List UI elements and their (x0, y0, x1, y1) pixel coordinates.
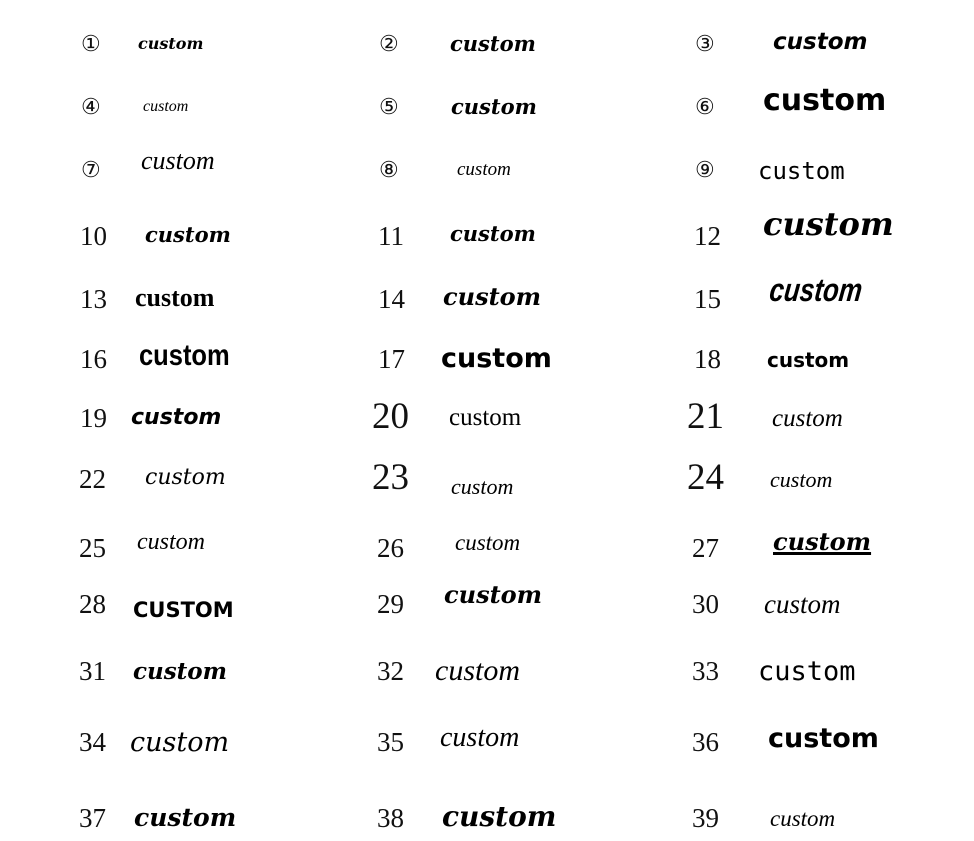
sample-number: ⑧ (379, 157, 399, 182)
sample-text: custom (758, 656, 856, 687)
sample-text: custom (145, 222, 231, 247)
sample-text: custom (440, 722, 520, 753)
sample-number: 15 (694, 284, 721, 314)
sample-text: custom (143, 98, 189, 115)
sample-text: custom (442, 800, 557, 833)
sample-text: custom (441, 343, 552, 374)
sample-number: 27 (692, 533, 719, 563)
sample-text: custom (134, 803, 237, 832)
sample-text: custom (444, 580, 543, 609)
sample-number: 25 (79, 533, 106, 563)
sample-text: custom (130, 727, 230, 758)
sample-text: custom (450, 31, 536, 56)
sample-text: custom (138, 34, 204, 53)
sample-number: 22 (79, 464, 106, 494)
sample-text: custom (767, 348, 850, 372)
sample-text: custom (768, 723, 879, 754)
sample-text: custom (133, 658, 227, 685)
sample-number: ⑨ (695, 157, 715, 182)
sample-text: custom (451, 474, 514, 499)
sample-number: 30 (692, 589, 719, 619)
sample-number: 20 (372, 396, 409, 437)
sample-text: custom (773, 527, 872, 556)
sample-number: 14 (378, 284, 405, 314)
sample-text: custom (457, 159, 511, 180)
sample-text: custom (763, 205, 894, 243)
sample-number: ⑤ (379, 94, 399, 119)
sample-number: 19 (80, 403, 107, 433)
sample-number: 28 (79, 589, 106, 619)
sample-number: 16 (80, 344, 107, 374)
sample-number: 11 (378, 221, 404, 251)
sample-text: custom (764, 589, 841, 619)
sample-text: custom (450, 221, 536, 246)
sample-text: custom (758, 157, 845, 185)
sample-text: custom (141, 146, 215, 175)
sample-text: custom (435, 654, 520, 687)
sample-number: 38 (377, 803, 404, 833)
sample-number: 13 (80, 284, 107, 314)
sample-text: custom (139, 339, 230, 372)
sample-text: custom (451, 94, 537, 119)
sample-text: custom (763, 83, 887, 118)
sample-text: custom (137, 529, 205, 555)
sample-number: ③ (695, 31, 715, 56)
sample-number: 33 (692, 656, 719, 686)
sample-text: custom (131, 405, 222, 430)
sample-number: 32 (377, 656, 404, 686)
sample-text: custom (145, 465, 226, 490)
sample-number: 24 (687, 457, 724, 498)
sample-text: custom (449, 404, 522, 431)
sample-text: custom (767, 271, 865, 309)
sample-number: ① (81, 31, 101, 56)
sample-text: custom (770, 467, 833, 492)
sample-text: custom (135, 283, 215, 312)
sample-text: custom (455, 530, 521, 555)
sample-number: 37 (79, 803, 106, 833)
sample-number: 21 (687, 396, 724, 437)
sample-number: 34 (79, 727, 106, 757)
sample-text: custom (443, 282, 542, 311)
sample-number: ⑦ (81, 157, 101, 182)
sample-number: 18 (694, 344, 721, 374)
sample-number: 35 (377, 727, 404, 757)
sample-text: custom (772, 405, 843, 432)
sample-text: custom (773, 29, 868, 55)
sample-number: 36 (692, 727, 719, 757)
sample-number: 31 (79, 656, 106, 686)
sample-text: CUSTOM (133, 598, 234, 622)
sample-number: ② (379, 31, 399, 56)
sample-number: 23 (372, 457, 409, 498)
sample-number: 29 (377, 589, 404, 619)
sample-number: ⑥ (695, 94, 715, 119)
sample-number: ④ (81, 94, 101, 119)
sample-text: custom (770, 806, 836, 831)
sample-number: 17 (378, 344, 405, 374)
sample-number: 39 (692, 803, 719, 833)
sample-number: 26 (377, 533, 404, 563)
sample-number: 10 (80, 221, 107, 251)
sample-number: 12 (694, 221, 721, 251)
